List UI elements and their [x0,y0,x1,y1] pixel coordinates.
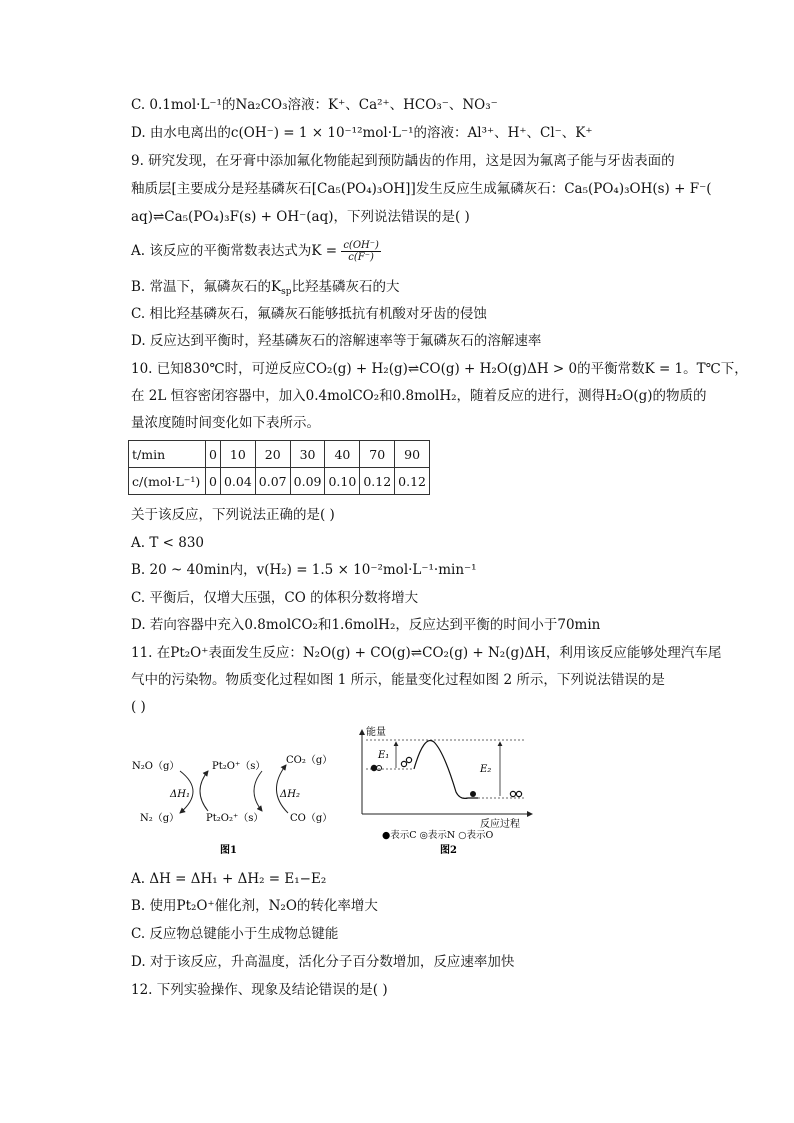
q11-option-c: C. 反应物总键能小于生成物总键能 [131,926,339,942]
q10-stem-line2: 在 2L 恒容密闭容器中，加入0.4molCO₂和0.8molH₂，随着反应的进行，测得H₂O(g)的物质的 [131,388,707,404]
fig2-product-n2-icon [516,791,521,796]
q9-stem-line3: aq)⇌Ca₅(PO₄)₃F(s) + OH⁻(aq)，下列说法错误的是( ) [131,209,470,225]
table-cell: 0.12 [360,468,395,495]
fig1-dh2-label: ΔH₂ [280,789,300,800]
table-cell: 20 [255,441,290,468]
table-cell: 0.07 [255,468,290,495]
table-row [129,441,430,468]
q10-option-a: A. T < 830 [131,535,204,551]
fig1-pt2o2-label: Pt₂O₂⁺（s） [206,813,264,824]
fig2-caption: 图2 [440,845,457,856]
table-cell: 70 [360,441,395,468]
q12-stem: 12. 下列实验操作、现象及结论错误的是( ) [131,982,388,998]
fig2-e1-label: E₁ [378,750,390,761]
figure1-cycle-diagram [128,745,343,860]
fig2-oxygen-atom-icon [377,766,382,771]
fig2-nitrogen-atom-icon [401,761,406,766]
concentration-table [128,440,430,495]
q9-stem-line1: 9. 研究发现，在牙膏中添加氟化物能起到预防龋齿的作用，这是因为氟离子能与牙齿表面的 [131,153,675,169]
fig1-left-inner-arc [200,771,208,811]
option-c-line: C. 0.1mol·L⁻¹的Na₂CO₃溶液：K⁺、Ca²⁺、HCO₃⁻、NO₃⁻ [131,97,498,113]
fig1-caption: 图1 [220,845,237,856]
table-cell: 90 [395,441,430,468]
q9-option-c: C. 相比羟基磷灰石，氟磷灰石能够抵抗有机酸对牙齿的侵蚀 [131,306,487,322]
table-cell: 0 [206,468,221,495]
table-cell: 40 [325,441,360,468]
fig1-co-label: CO（g） [290,813,333,824]
q11-stem-line3: ( ) [131,699,146,715]
fig1-pt2o-label: Pt₂O⁺（s） [212,761,266,772]
q11-option-d: D. 对于该反应，升高温度，活化分子百分数增加，反应速率加快 [131,954,515,970]
q10-option-d: D. 若向容器中充入0.8molCO₂和1.6molH₂，反应达到平衡的时间小于70min [131,617,601,633]
table-cell: 0 [206,441,221,468]
fig2-legend: ●表示C ◎表示N ○表示O [382,830,494,841]
q9-stem-line2: 釉质层[主要成分是羟基磷灰石[Ca₅(PO₄)₃OH]]发生反应生成氟磷灰石：Ca₅(PO₄)₃OH(s) + F⁻( [131,181,712,197]
equilibrium-fraction [341,240,381,263]
table-cell: 10 [220,441,255,468]
fig2-x-label: 反应过程 [480,819,520,830]
fraction-denominator: c(F⁻) [348,252,374,263]
fig2-product-co2-icon [470,791,476,797]
q11-option-a: A. ΔH = ΔH₁ + ΔH₂ = E₁−E₂ [131,871,327,887]
table-row [129,468,430,495]
table-header-label: t/min [129,441,206,468]
fig1-right-arc [254,771,262,811]
fig2-product-n2-icon [510,791,515,796]
fig2-e2-label: E₂ [480,764,492,775]
fraction-numerator: c(OH⁻) [343,240,379,251]
table-cell: 0.10 [325,468,360,495]
fig2-energy-curve [414,741,478,799]
q10-option-b: B. 20 ~ 40min内，v(H₂) = 1.5 × 10⁻²mol·L⁻¹·min⁻¹ [131,562,477,578]
q10-question: 关于该反应，下列说法正确的是( ) [131,507,335,523]
ksp-subscript: sp [281,287,292,297]
figure2-energy-diagram [352,722,542,857]
table-cell: 30 [290,441,325,468]
q9-option-a [131,240,381,263]
q10-stem-line3: 量浓度随时间变化如下表所示。 [131,415,320,431]
fig2-y-label: 能量 [366,727,386,738]
table-cell: 0.04 [220,468,255,495]
q11-stem-line1: 11. 在Pt₂O⁺表面发生反应：N₂O(g) + CO(g)⇌CO₂(g) + N₂(g)ΔH，利用该反应能够处理汽车尾 [131,645,722,661]
q11-stem-line2: 气中的污染物。物质变化过程如图 1 所示，能量变化过程如图 2 所示，下列说法错误的是 [131,672,665,688]
q11-option-b: B. 使用Pt₂O⁺催化剂，N₂O的转化率增大 [131,898,378,914]
q9-option-b-text-end: 比羟基磷灰石的大 [291,279,400,295]
q9-option-d: D. 反应达到平衡时，羟基磷灰石的溶解速率等于氟磷灰石的溶解速率 [131,333,542,349]
q9-option-b [131,278,399,301]
option-d-line: D. 由水电离出的c(OH⁻) = 1 × 10⁻¹²mol·L⁻¹的溶液：Al³⁺、H⁺、Cl⁻、K⁺ [131,125,593,141]
q9-option-a-text: A. 该反应的平衡常数表达式为K = [131,243,342,259]
fig1-n2-label: N₂（g） [140,813,180,824]
q10-stem-line1: 10. 已知830℃时，可逆反应CO₂(g) + H₂(g)⇌CO(g) + H₂O(g)ΔH > 0的平衡常数K = 1。T℃下， [131,361,748,377]
fig1-co2-label: CO₂（g） [286,755,333,766]
table-cell: 0.09 [290,468,325,495]
fig2-nitrogen-atom-icon [406,757,411,762]
fig1-dh1-label: ΔH₁ [170,789,190,800]
q9-option-b-text: B. 常温下，氟磷灰石的K [131,279,282,295]
table-cell: 0.12 [395,468,430,495]
table-row-label: c/(mol·L⁻¹) [129,468,206,495]
q10-option-c: C. 平衡后，仅增大压强，CO 的体积分数将增大 [131,590,419,606]
fig1-n2o-label: N₂O（g） [132,761,180,772]
